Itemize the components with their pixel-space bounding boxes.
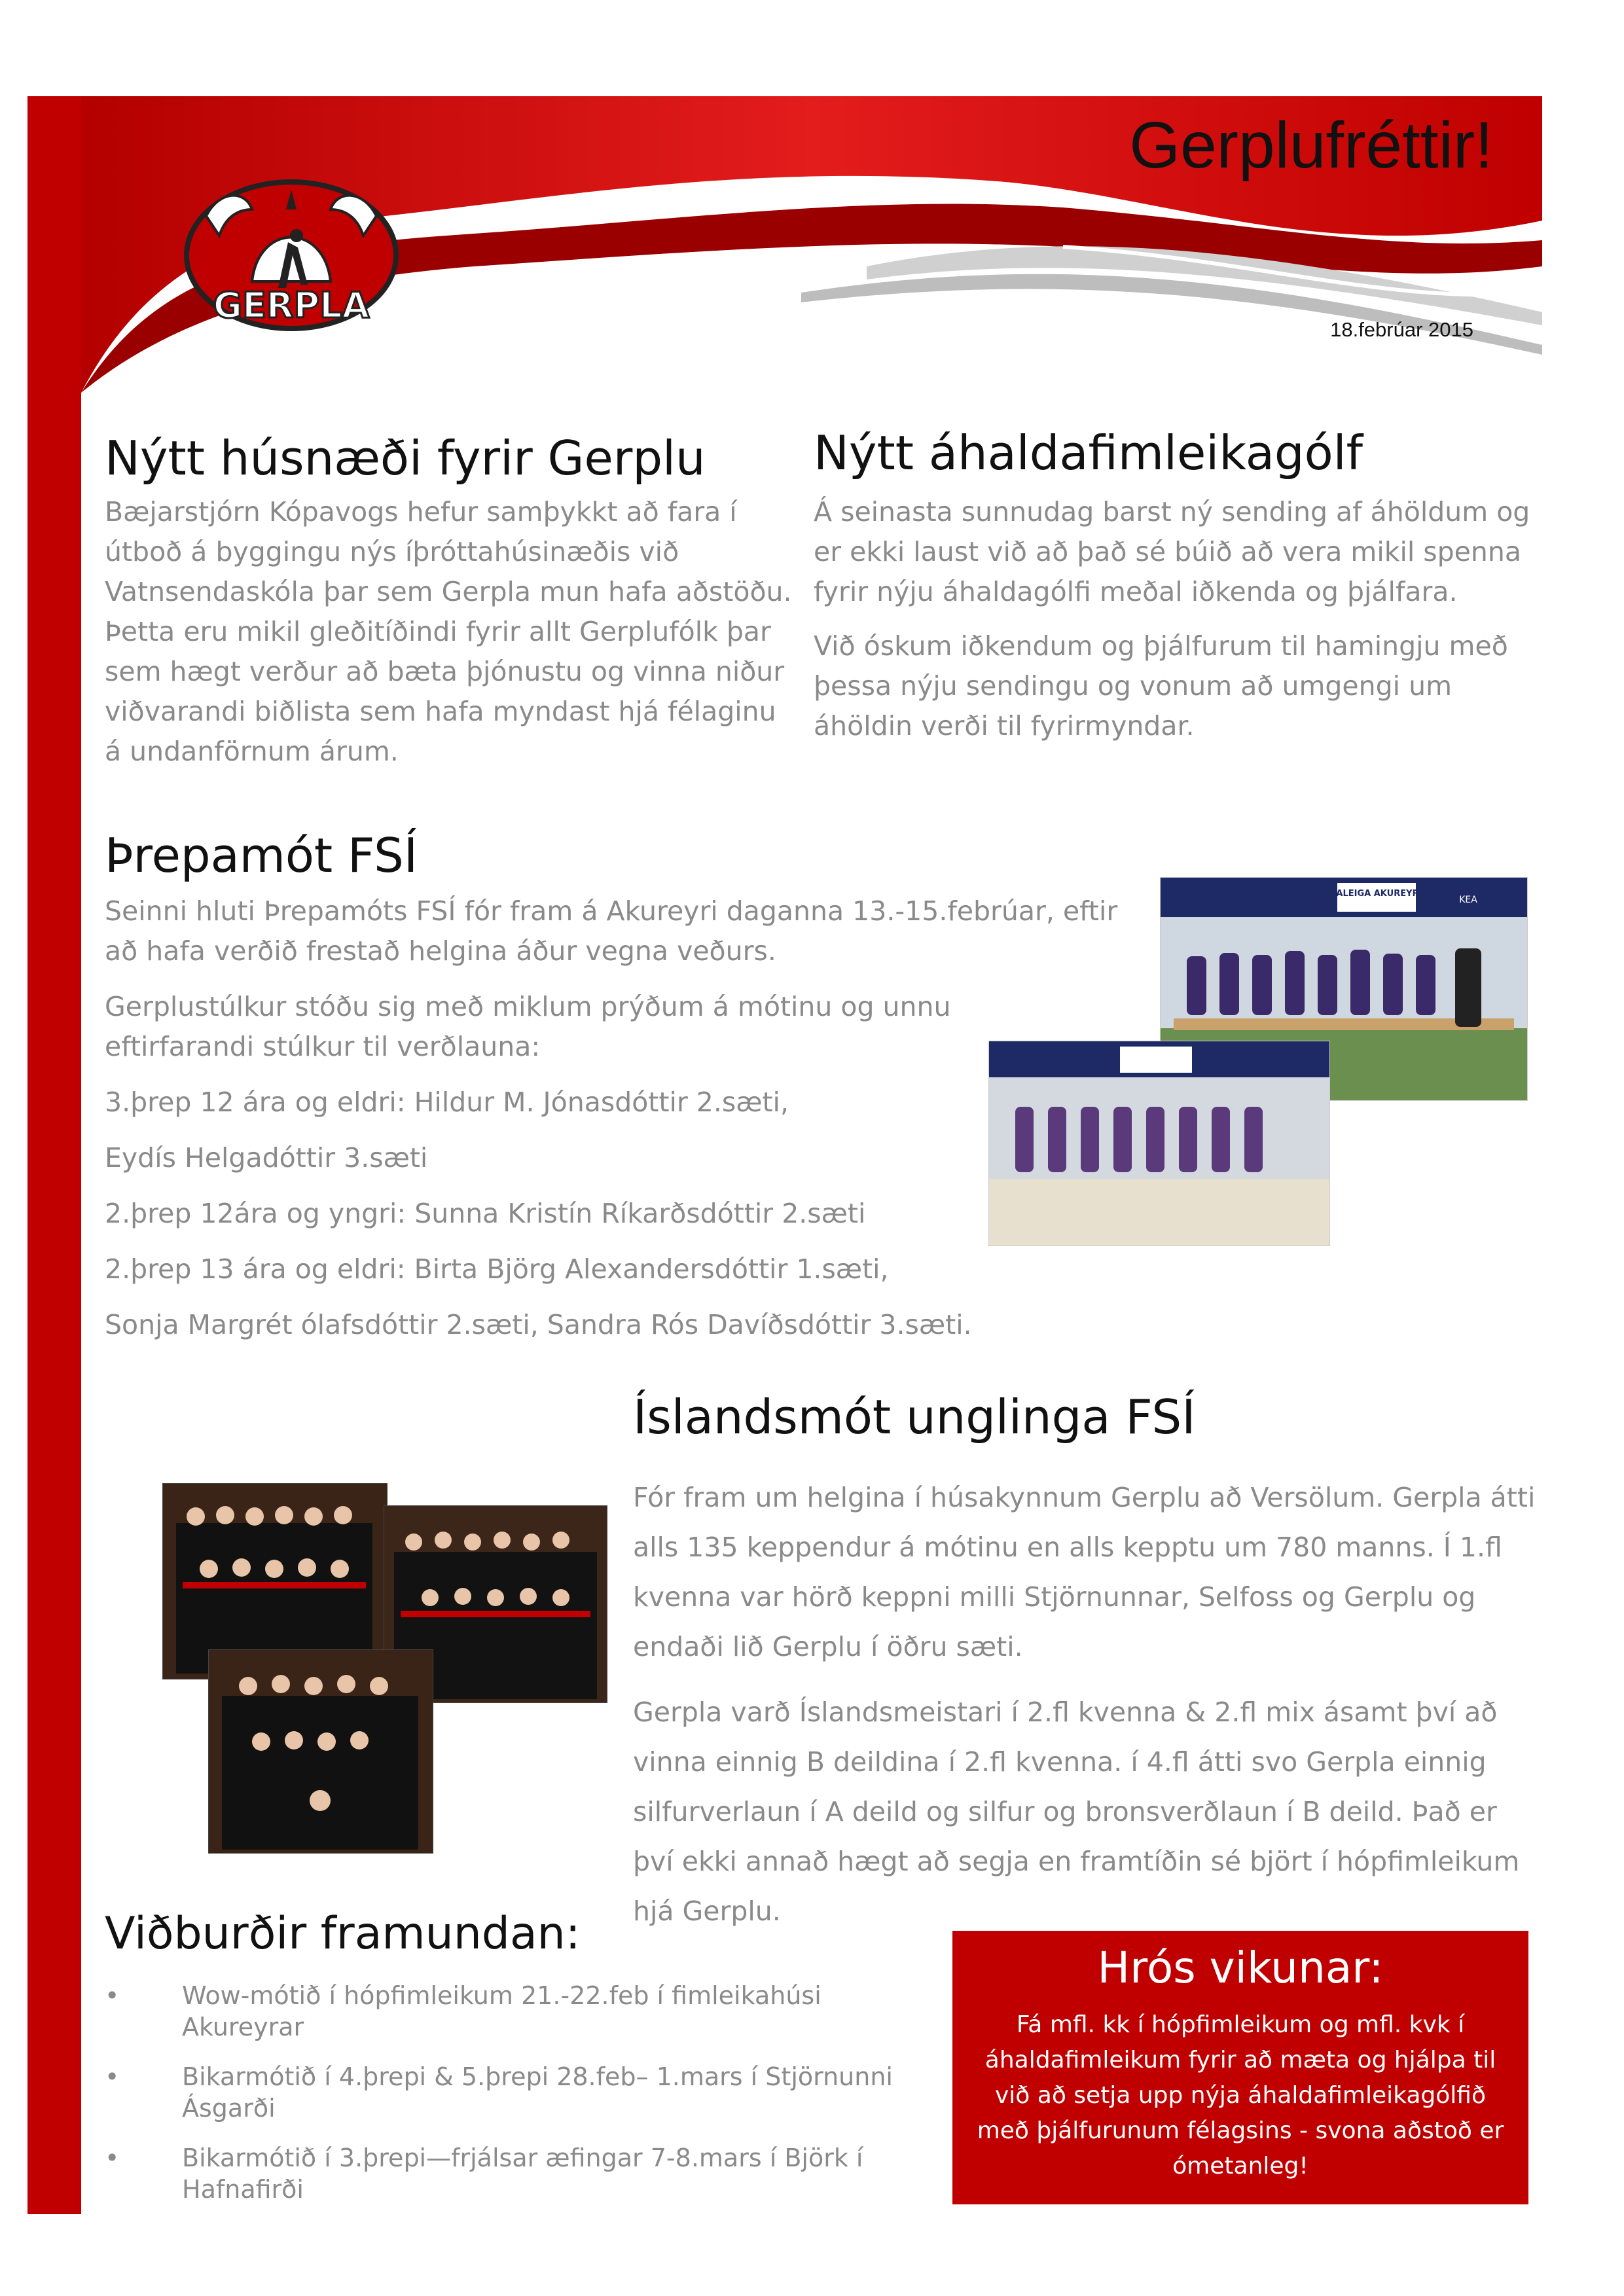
section-body-islandsmot	[633, 1473, 1536, 1952]
gymnasts-photo-2	[988, 1041, 1330, 1246]
section-title-husnaedi: Nýtt húsnæði fyrir Gerplu	[105, 431, 706, 486]
section-title-vidburdir: Viðburðir framundan:	[105, 1908, 581, 1960]
praise-text: Fá mfl. kk í hópfimleikum og mfl. kvk í áhaldafimleikum fyrir að mæta og hjálpa til við að setja upp nýja áhaldafimleikagólfið með þjálfurunum félagsins - svona aðstoð er ómetanleg!	[977, 2011, 1504, 2179]
section-title-islandsmot: Íslandsmót unglinga FSÍ	[633, 1390, 1196, 1444]
paragraph: Fór fram um helgina í húsakynnum Gerplu að Versölum. Gerpla átti alls 135 keppendur á mótinu en alls kepptu um 780 manns. Í 1.fl kvenna var hörð keppni milli Stjörnunnar, Selfoss og Gerplu og endaði lið Gerplu í öðru sæti.	[633, 1482, 1536, 1662]
paragraph: Gerpla varð Íslandsmeistari í 2.fl kvenna & 2.fl mix ásamt því að vinna einnig B deildina í 2.fl kvenna. í 4.fl átti svo Gerpla einnig silfurverlaun í A deild og silfur og bronsverðlaun í B deild. Það er því ekki annað hægt að segja en framtíðin sé björt í hópfimleikum hjá Gerplu.	[633, 1696, 1520, 1927]
praise-box	[952, 1931, 1528, 2204]
section-title-golf: Nýtt áhaldafimleikagólf	[814, 425, 1363, 480]
photo-illustration	[989, 1041, 1329, 1246]
paragraph: Á seinasta sunnudag barst ný sending af áhöldum og er ekki laust við að það sé búið að vera mikil spenna fyrir nýju áhaldagólfi meðal iðkenda og þjálfara.	[814, 496, 1530, 607]
section-body-husnaedi	[105, 492, 799, 786]
list-item	[105, 1980, 916, 2043]
banner-text-kea: KEA	[1459, 895, 1477, 905]
photo-illustration	[209, 1650, 433, 1853]
result-line: Eydís Helgadóttir 3.sæti	[105, 1142, 428, 1174]
gerpla-logo	[180, 170, 403, 334]
event-text: Bikarmótið í 3.þrepi—frjálsar æfingar 7-8.mars í Björk í Hafnafirði	[182, 2144, 863, 2204]
section-body-golf	[814, 492, 1540, 761]
event-text: Wow-mótið í hópfimleikum 21.-22.feb í fimleikahúsi Akureyrar	[182, 1981, 821, 2041]
result-line: 3.þrep 12 ára og eldri: Hildur M. Jónasdóttir 2.sæti,	[105, 1086, 789, 1118]
result-line: Sonja Margrét ólafsdóttir 2.sæti, Sandra Rós Davíðsdóttir 3.sæti.	[105, 1309, 972, 1340]
bullet-icon: •	[105, 1981, 120, 2010]
event-text: Bikarmótið í 4.þrepi & 5.þrepi 28.feb– 1.mars í Stjörnunni Ásgarði	[182, 2062, 893, 2123]
result-line: 2.þrep 13 ára og eldri: Birta Björg Alexandersdóttir 1.sæti,	[105, 1253, 889, 1285]
result-line: 2.þrep 12ára og yngri: Sunna Kristín Ríkarðsdóttir 2.sæti	[105, 1198, 866, 1229]
logo-text: GERPLA	[213, 285, 370, 326]
issue-date: 18.febrúar 2015	[1330, 318, 1473, 341]
left-accent-bar	[27, 96, 81, 2214]
masthead-title: Gerplufréttir!	[1129, 109, 1493, 182]
events-list	[105, 1980, 916, 2223]
team-photo-3	[208, 1649, 433, 1854]
bullet-icon: •	[105, 2062, 120, 2091]
paragraph: Bæjarstjórn Kópavogs hefur samþykkt að fara í útboð á byggingu nýs íþróttahúsinæðis við Vatnsendaskóla þar sem Gerpla mun hafa aðstöðu. Þetta eru mikil gleðitíðindi fyrir allt Gerplufólk þar sem hægt verður að bæta þjónustu og vinna niður viðvarandi biðlista sem hafa myndast hjá félaginu á undanförnum árum.	[105, 496, 792, 767]
list-item	[105, 2061, 916, 2124]
paragraph: Við óskum iðkendum og þjálfurum til hamingju með þessa nýju sendingu og vonum að umgengi um áhöldin verði til fyrirmyndar.	[814, 630, 1508, 742]
paragraph: Seinni hluti Þrepamóts FSÍ fór fram á Akureyri daganna 13.-15.febrúar, eftir að hafa verðið frestað helgina áður vegna veðurs.	[105, 895, 1118, 967]
bullet-icon: •	[105, 2144, 120, 2172]
paragraph: Gerplustúlkur stóðu sig með miklum prýðum á mótinu og unnu eftirfarandi stúlkur til verðlauna:	[105, 991, 951, 1062]
banner-text-bilaleiga: BÍLALEIGA AKUREYRAR	[1321, 889, 1432, 899]
praise-title: Hrós vikunar:	[1097, 1943, 1384, 1993]
section-title-threpamot: Þrepamót FSÍ	[105, 828, 418, 883]
list-item	[105, 2142, 916, 2205]
